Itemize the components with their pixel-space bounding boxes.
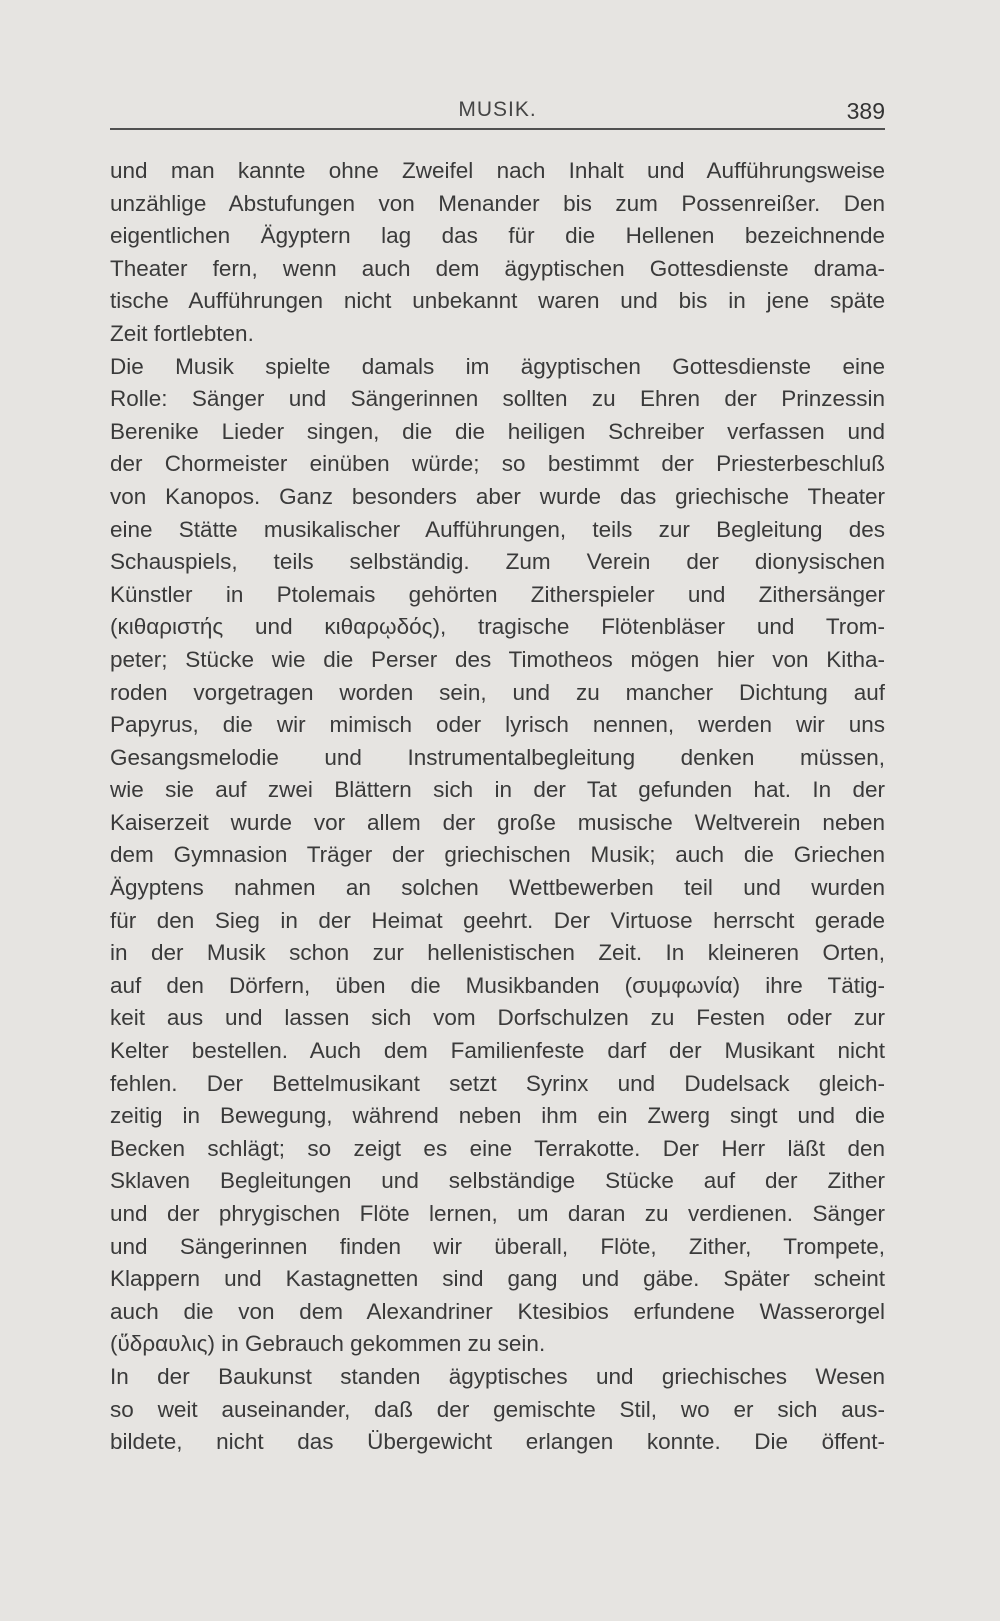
text-line: von Kanopos. Ganz besonders aber wurde das griechische Theater — [110, 483, 885, 509]
text-line: Ägyptens nahmen an solchen Wettbewerben teil und wurden — [110, 875, 885, 901]
text-line: (ὕδραυλις) in Gebrauch gekommen zu sein. — [110, 1331, 546, 1357]
text-line: Becken schlägt; so zeigt es eine Terrakotte. Der Herr läßt den — [110, 1135, 885, 1161]
text-line: Zeit fortlebten. — [110, 320, 254, 346]
text-line: in der Musik schon zur hellenistischen Zeit. In kleineren Orten, — [110, 940, 885, 966]
text-line: fehlen. Der Bettelmusikant setzt Syrinx und Dudelsack gleich- — [110, 1070, 885, 1096]
text-line: und Sängerinnen finden wir überall, Flöte, Zither, Trompete, — [110, 1233, 885, 1259]
text-line: Kaiserzeit wurde vor allem der große musische Weltverein neben — [110, 809, 885, 835]
text-line: Papyrus, die wir mimisch oder lyrisch nennen, werden wir uns — [110, 712, 885, 738]
text-line: eigentlichen Ägyptern lag das für die Hellenen bezeichnende — [110, 223, 885, 249]
text-line: In der Baukunst standen ägyptisches und griechisches Wesen — [110, 1363, 885, 1389]
running-title: MUSIK. — [458, 98, 537, 121]
text-line: roden vorgetragen worden sein, und zu mancher Dichtung auf — [110, 679, 885, 705]
text-line: (κιθαριστής und κιθαρῳδός), tragische Flötenbläser und Trom- — [110, 614, 885, 640]
page-header — [110, 98, 885, 132]
text-line: der Chormeister einüben würde; so bestimmt der Priesterbeschluß — [110, 451, 885, 477]
text-line: Rolle: Sänger und Sängerinnen sollten zu Ehren der Prinzessin — [110, 386, 885, 412]
header-rule — [110, 128, 885, 130]
text-line: bildete, nicht das Übergewicht erlangen konnte. Die öffent- — [110, 1429, 885, 1455]
text-line: auf den Dörfern, üben die Musikbanden (συμφωνία) ihre Tätig- — [110, 972, 885, 998]
text-line: dem Gymnasion Träger der griechischen Musik; auch die Griechen — [110, 842, 885, 868]
text-line: so weit auseinander, daß der gemischte Stil, wo er sich aus- — [110, 1396, 885, 1422]
text-line: tische Aufführungen nicht unbekannt waren und bis in jene späte — [110, 288, 885, 314]
text-line: Künstler in Ptolemais gehörten Zitherspieler und Zithersänger — [110, 581, 885, 607]
text-line: wie sie auf zwei Blättern sich in der Tat gefunden hat. In der — [110, 777, 885, 803]
text-line: und man kannte ohne Zweifel nach Inhalt und Aufführungsweise — [110, 158, 885, 183]
text-line: Sklaven Begleitungen und selbständige Stücke auf der Zither — [110, 1168, 885, 1194]
text-line: zeitig in Bewegung, während neben ihm ein Zwerg singt und die — [110, 1103, 885, 1129]
text-line: keit aus und lassen sich vom Dorfschulzen zu Festen oder zur — [110, 1005, 885, 1031]
text-line: eine Stätte musikalischer Aufführungen, teils zur Begleitung des — [110, 516, 885, 542]
text-line: unzählige Abstufungen von Menander bis zum Possenreißer. Den — [110, 190, 885, 216]
text-line: Gesangsmelodie und Instrumentalbegleitung denken müssen, — [110, 744, 885, 770]
text-line: peter; Stücke wie die Perser des Timotheos mögen hier von Kitha- — [110, 646, 885, 672]
body-text — [110, 155, 885, 1459]
text-line: Klappern und Kastagnetten sind gang und gäbe. Später scheint — [110, 1266, 885, 1292]
text-line: und der phrygischen Flöte lernen, um daran zu verdienen. Sänger — [110, 1201, 885, 1226]
text-line: auch die von dem Alexandriner Ktesibios erfundene Wasserorgel — [110, 1298, 885, 1324]
page-number: 389 — [846, 98, 885, 124]
text-line: Die Musik spielte damals im ägyptischen Gottesdienste eine — [110, 353, 885, 379]
text-line: Berenike Lieder singen, die die heiligen Schreiber verfassen und — [110, 418, 885, 444]
text-line: Schauspiels, teils selbständig. Zum Verein der dionysischen — [110, 549, 885, 575]
text-line: Theater fern, wenn auch dem ägyptischen Gottesdienste drama- — [110, 255, 885, 281]
text-line: Kelter bestellen. Auch dem Familienfeste darf der Musikant nicht — [110, 1038, 885, 1064]
text-line: für den Sieg in der Heimat geehrt. Der Virtuose herrscht gerade — [110, 907, 885, 933]
